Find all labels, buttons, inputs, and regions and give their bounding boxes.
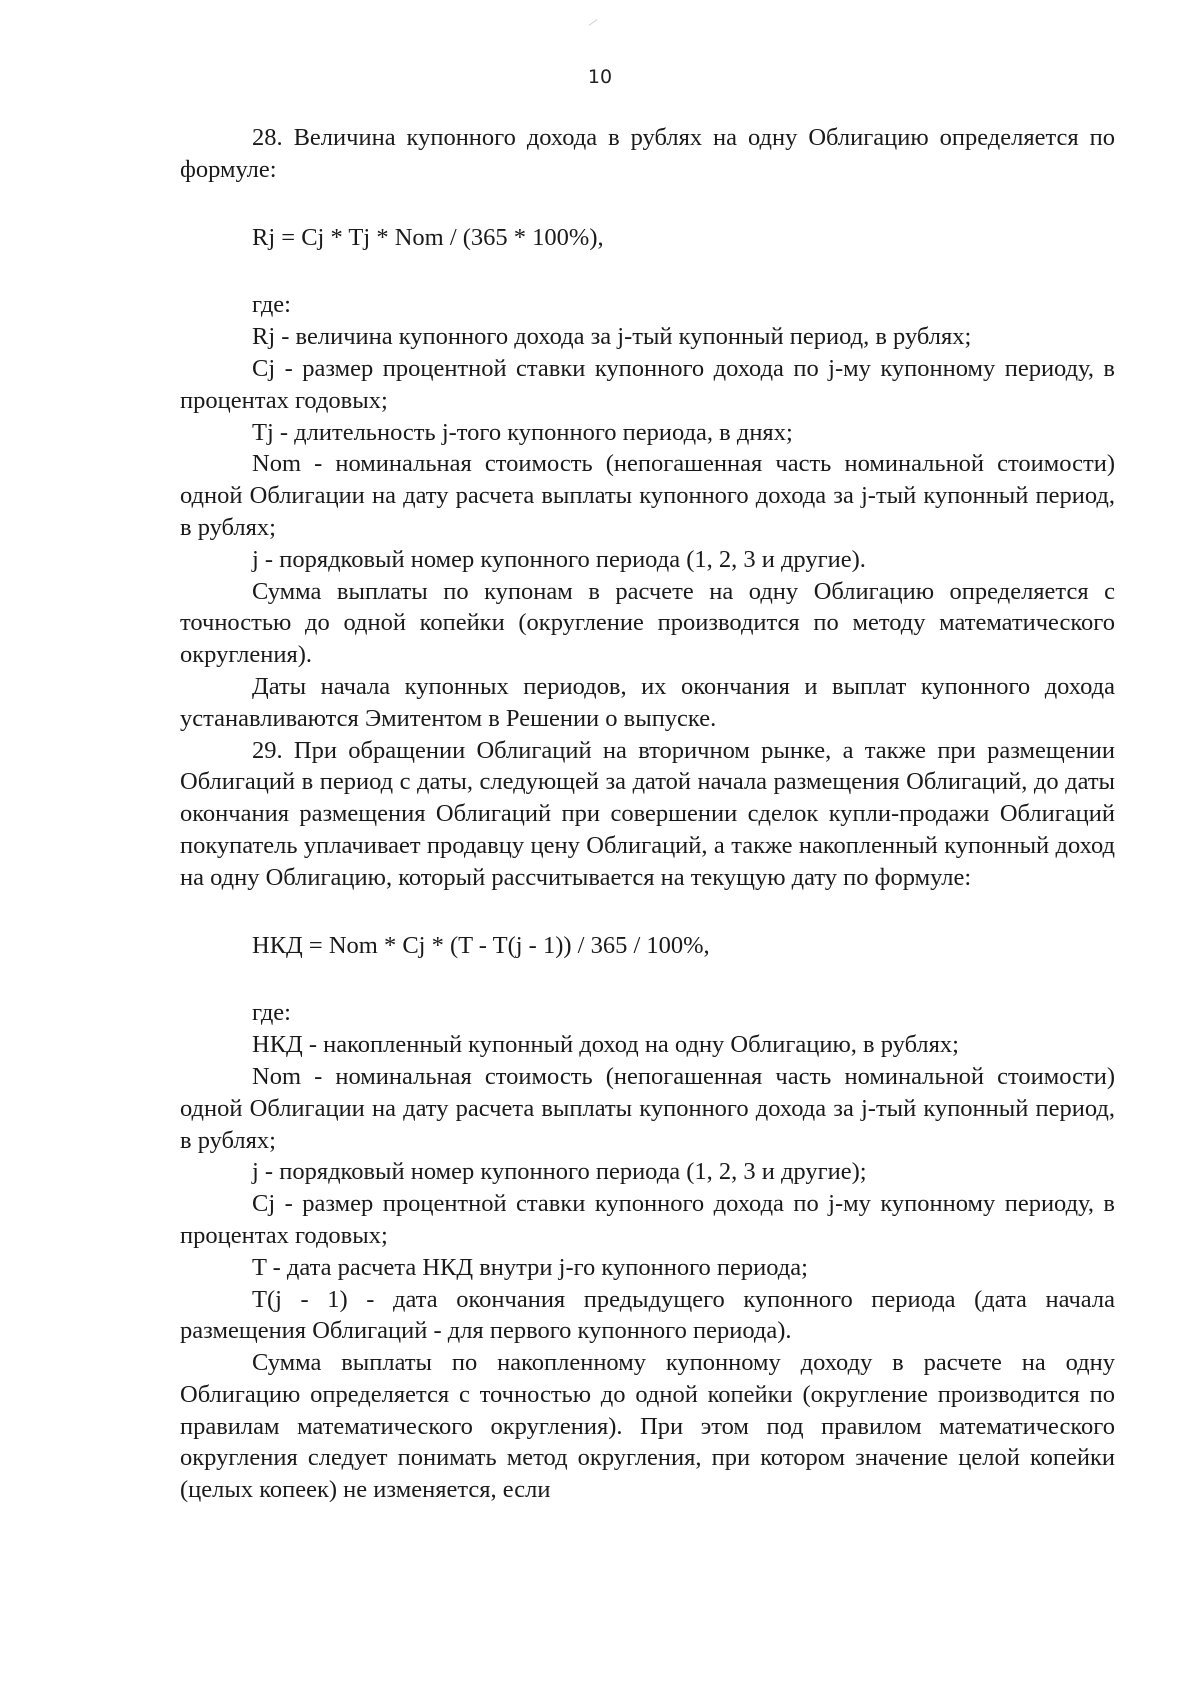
- document-body: [180, 122, 1115, 1506]
- definition-nom: Nom - номинальная стоимость (непогашенная часть номинальной стоимости) одной Облигации на дату расчета выплаты купонного дохода за j-тый купонный период, в рублях;: [180, 450, 1115, 541]
- coupon-dates-paragraph: Даты начала купонных периодов, их окончания и выплат купонного дохода устанавливаются Эмитентом в Решении о выпуске.: [180, 672, 1115, 732]
- definition-t-prev: T(j - 1) - дата окончания предыдущего купонного периода (дата начала размещения Облигаций - для первого купонного периода).: [180, 1285, 1115, 1345]
- definition-nom-2: Nom - номинальная стоимость (непогашенная часть номинальной стоимости) одной Облигации на дату расчета выплаты купонного дохода за j-тый купонный период, в рублях;: [180, 1062, 1115, 1154]
- definition-t: T - дата расчета НКД внутри j-го купонного периода;: [252, 1253, 808, 1281]
- accrued-rounding-paragraph: Сумма выплаты по накопленному купонному доходу в расчете на одну Облигацию определяется с точностью до одной копейки (округление производится по правилам математического округления). При этом под правилом математического округления следует понимать метод округления, при котором значение целой копейки (целых копеек) не изменяется, если: [180, 1349, 1115, 1504]
- definition-nkd: НКД - накопленный купонный доход на одну Облигацию, в рублях;: [252, 1031, 959, 1059]
- definition-cj-2: Cj - размер процентной ставки купонного дохода по j-му купонному периоду, в процентах годовых;: [180, 1190, 1115, 1249]
- section-29-intro: 29. При обращении Облигаций на вторичном рынке, а также при размещении Облигаций в период с даты, следующей за датой начала размещения Облигаций, до даты окончания размещения Облигаций при совершении сделок купли-продажи Облигаций покупатель уплачивает продавцу цену Облигаций, а также накопленный купонный доход на одну Облигацию, который рассчитывается на текущую дату по формуле:: [180, 736, 1115, 891]
- where-label: где:: [252, 291, 291, 319]
- page-number: 10: [587, 66, 613, 88]
- definition-cj: Cj - размер процентной ставки купонного дохода по j-му купонному периоду, в процентах годовых;: [180, 354, 1115, 414]
- definition-j-2: j - порядковый номер купонного периода (1, 2, 3 и другие);: [252, 1158, 867, 1186]
- where-label-2: где:: [252, 999, 291, 1027]
- definition-tj: Tj - длительность j-того купонного периода, в днях;: [252, 418, 793, 446]
- section-28-intro: 28. Величина купонного дохода в рублях на одну Облигацию определяется по формуле:: [180, 124, 1115, 183]
- scan-artifact: [589, 19, 598, 26]
- coupon-income-formula: Rj = Cj * Tj * Nom / (365 * 100%),: [252, 223, 604, 251]
- coupon-rounding-paragraph: Сумма выплаты по купонам в расчете на одну Облигацию определяется с точностью до одной копейки (округление производится по методу математического округления).: [180, 577, 1115, 669]
- definition-rj: Rj - величина купонного дохода за j-тый купонный период, в рублях;: [252, 323, 972, 351]
- accrued-income-formula: НКД = Nom * Cj * (T - T(j - 1)) / 365 / 100%,: [252, 931, 710, 959]
- definition-j: j - порядковый номер купонного периода (1, 2, 3 и другие).: [252, 545, 866, 573]
